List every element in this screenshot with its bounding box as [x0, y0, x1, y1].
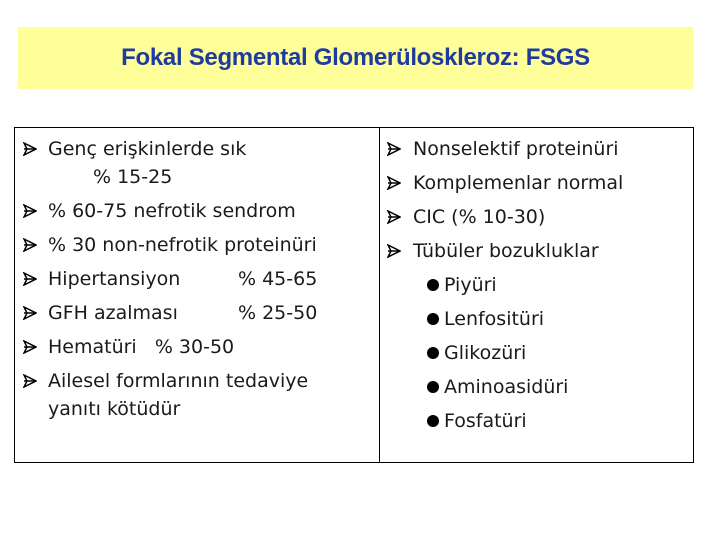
round-dot-icon [427, 415, 439, 427]
arrow-bullet-icon [23, 374, 37, 388]
list-item-continuation: % 15-25 [93, 166, 173, 188]
list-item [380, 234, 693, 268]
arrow-bullet-icon [23, 340, 37, 354]
list-item-text: Hematüri % 30-50 [48, 336, 235, 358]
list-item [15, 364, 379, 426]
sub-list-item [380, 404, 693, 438]
arrow-bullet-icon [387, 176, 401, 190]
list-item [380, 200, 693, 234]
list-item-text [15, 262, 379, 296]
list-item-text: Ailesel formlarının tedaviye [48, 370, 309, 392]
list-item [380, 132, 693, 166]
title-banner [18, 27, 693, 89]
arrow-bullet-icon [23, 142, 37, 156]
slide-title: Fokal Segmental Glomerüloskleroz: FSGS [121, 44, 590, 71]
list-item-continuation: yanıtı kötüdür [48, 398, 181, 420]
right-bullet-list [380, 132, 693, 438]
sub-list-item [380, 336, 693, 370]
sub-list-item-text: Aminoasidüri [444, 376, 569, 398]
list-item [15, 296, 379, 330]
round-dot-icon [427, 313, 439, 325]
list-item-label: Hipertansiyon [48, 268, 181, 290]
list-item-text [15, 296, 379, 330]
round-dot-icon [427, 381, 439, 393]
right-panel [379, 127, 694, 463]
list-item-text: % 60-75 nefrotik sendrom [48, 200, 296, 222]
list-item [15, 194, 379, 228]
list-item-text: Komplemenlar normal [413, 172, 624, 194]
list-item-text: Tübüler bozukluklar [413, 240, 599, 262]
list-item [15, 132, 379, 194]
left-bullet-list [15, 132, 379, 426]
list-item-label: GFH azalması [48, 302, 178, 324]
list-item-value: % 45-65 [238, 268, 318, 290]
arrow-bullet-icon [23, 238, 37, 252]
sub-list-item [380, 370, 693, 404]
arrow-bullet-icon [387, 244, 401, 258]
list-item [380, 166, 693, 200]
round-dot-icon [427, 347, 439, 359]
left-panel [14, 127, 380, 463]
arrow-bullet-icon [23, 204, 37, 218]
list-item-text: % 30 non-nefrotik proteinüri [48, 234, 317, 256]
arrow-bullet-icon [23, 306, 37, 320]
sub-list-item-text: Lenfositüri [444, 308, 545, 330]
round-dot-icon [427, 279, 439, 291]
sub-list-item [380, 302, 693, 336]
arrow-bullet-icon [23, 272, 37, 286]
sub-list-item-text: Glikozüri [444, 342, 527, 364]
sub-list-item-text: Piyüri [444, 274, 497, 296]
sub-list-item [380, 268, 693, 302]
list-item [15, 262, 379, 296]
arrow-bullet-icon [387, 210, 401, 224]
list-item-text: CIC (% 10-30) [413, 206, 546, 228]
list-item-value: % 25-50 [238, 302, 318, 324]
arrow-bullet-icon [387, 142, 401, 156]
sub-list-item-text: Fosfatüri [444, 410, 527, 432]
list-item [15, 330, 379, 364]
list-item-text: Genç erişkinlerde sık [48, 138, 247, 160]
list-item-text: Nonselektif proteinüri [413, 138, 619, 160]
list-item [15, 228, 379, 262]
